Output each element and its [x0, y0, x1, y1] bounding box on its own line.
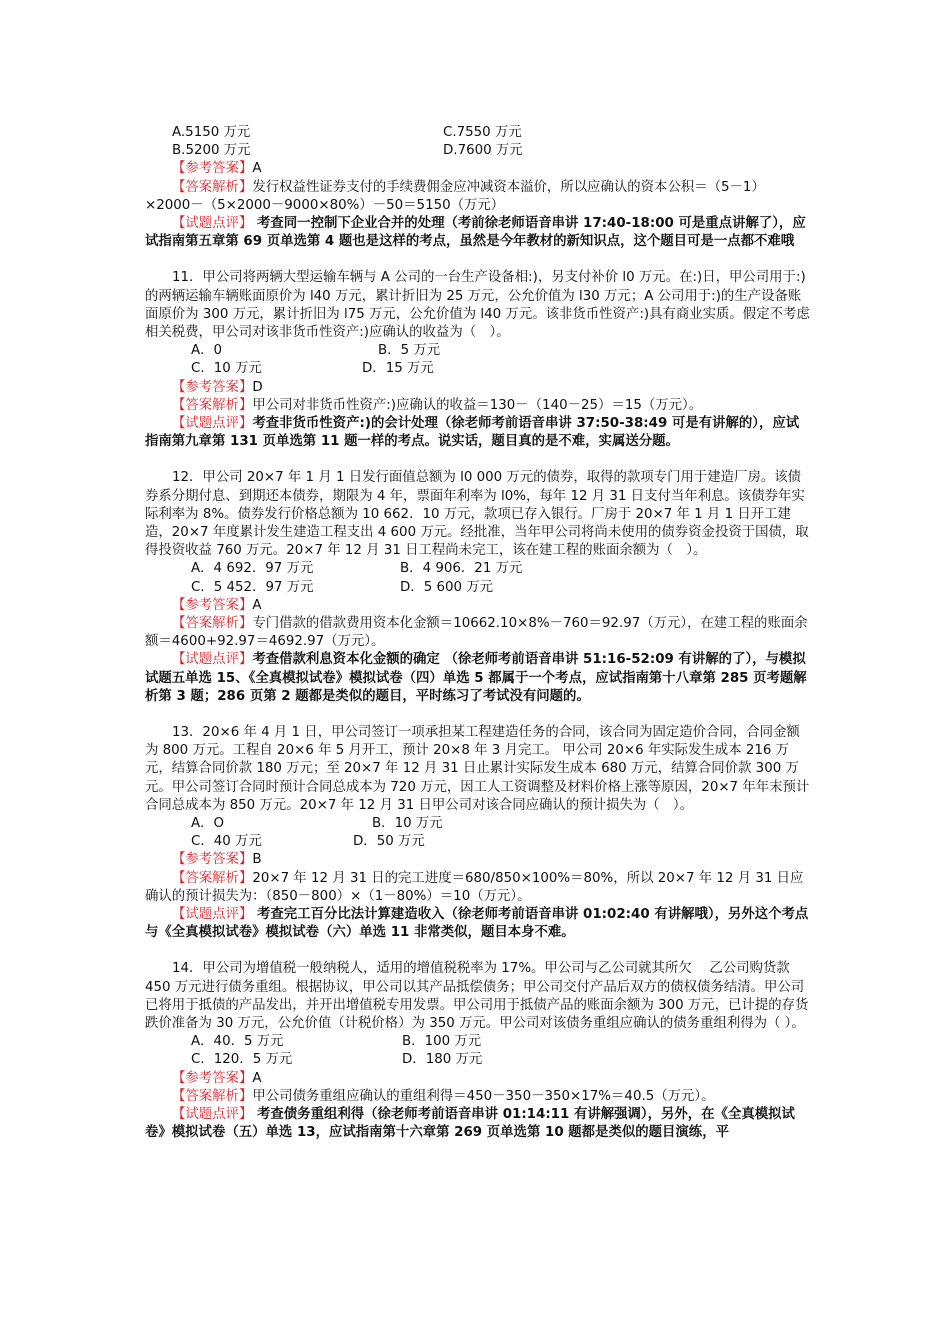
q13-answer — [145, 851, 810, 869]
q13-options-row-2 — [145, 833, 810, 851]
q10-options-row-1 — [145, 124, 810, 142]
q14-option-c: C．120．5 万元 — [191, 1052, 293, 1068]
q13-option-b: B．10 万元 — [372, 816, 443, 832]
q11-option-a: A．0 — [191, 343, 223, 359]
answer-value: D — [252, 379, 263, 395]
q13-stem: 13．20×6 年 4 月 1 日，甲公司签订一项承担某工程建造任务的合同，该合同为固定造价合同，合同金额为 800 万元。工程自 20×6 年 5 月开工，预计 20×8 年 3 月完工。 甲公司 20×6 年实际发生成本 216 万元，结算合同价款 180 万元；至 20×7 年 12 月 31 日止累计实际发生成本 680 万元，结算合同价款 300 万元。甲公司签订合同时预计合同总成本为 720 万元，因工人工资调整及材料价格上涨等原因，20×7 年年末预计合同总成本为 850 万元。20×7 年 12 月 31 日甲公司对该合同应确认的预计损失为（ ）。 — [145, 725, 810, 813]
analysis-text: 发行权益性证券支付的手续费佣金应冲减资本溢价，所以应确认的资本公积＝（5－1）×2000－（5×2000－9000×80%）－50＝5150（万元） — [145, 179, 765, 213]
comment-tag: 【试题点评】 — [172, 907, 253, 922]
answer-tag: 【参考答案】 — [172, 379, 253, 395]
q10-option-b: B.5200 万元 — [172, 143, 251, 159]
q12-options-row-2 — [145, 579, 810, 597]
q12-stem: 12．甲公司 20×7 年 1 月 1 日发行面值总额为 l0 000 万元的债券，取得的款项专门用于建造厂房。该债券系分期付息、到期还本债券，期限为 4 年，票面年利率为 l0%，每年 12 月 31 日支付当年利息。该债券年实际利率为 8%。债券发行价格总额为 10 662．10 万元，款项已存入银行。厂房于 20×7 年 1 月 1 日开工建造，20×7 年度累计发生建造工程支出 4 600 万元。经批准，当年甲公司将尚未使用的债券资金投资于国债，取得投资收益 760 万元。20×7 年 12 月 31 日工程尚未完工，该在建工程的账面余额为（ ）。 — [145, 470, 809, 559]
spacer — [145, 451, 810, 469]
spacer — [145, 251, 810, 269]
answer-value: A — [252, 1070, 262, 1086]
q11-answer — [145, 379, 810, 397]
q10-answer — [145, 160, 810, 178]
q14-comment — [145, 1106, 810, 1142]
q10-options-row-2 — [145, 142, 810, 160]
answer-tag: 【参考答案】 — [172, 597, 253, 613]
q13-option-a: A．O — [191, 816, 225, 832]
q10-option-c: C.7550 万元 — [443, 125, 522, 140]
comment-tag: 【试题点评】 — [172, 215, 253, 231]
q12-comment — [145, 651, 810, 706]
analysis-text: 甲公司对非货币性资产:)应确认的收益＝130－（140－25）＝15（万元）。 — [252, 397, 703, 413]
comment-text: 考查非货币性资产:)的会计处理（徐老师考前语音串讲 37:50-38:49 可是有讲解的），应试指南第九章第 131 页单选第 11 题一样的考点。说实话，题目真的是不难，实属送分题。 — [145, 415, 800, 450]
q11-stem: 11．甲公司将两辆大型运输车辆与 A 公司的一台生产设备相:)，另支付补价 l0 万元。在:)日，甲公司用于:)的两辆运输车辆账面原价为 l40 万元，累计折旧为 25 万元，公允价值为 l30 万元；A 公司用于:)的生产设备账面原价为 300 万元，累计折旧为 l75 万元，公允价值为 l40 万元。该非货币性资产:)具有商业实质。假定不考虑相关税费，甲公司对该非货币性资产:)应确认的收益为（ ）。 — [145, 270, 810, 340]
analysis-text: 专门借款的借款费用资本化金额＝10662.10×8%－760＝92.97（万元），在建工程的账面余额＝4600+92.97＝4692.97（万元）。 — [145, 615, 808, 650]
q14-options-row-1 — [145, 1033, 810, 1051]
q11-options-row-1 — [145, 342, 810, 360]
q12-option-d: D．5 600 万元 — [400, 579, 494, 595]
q14-option-a: A．40．5 万元 — [191, 1034, 284, 1050]
analysis-tag: 【答案解析】 — [172, 870, 253, 886]
q14-option-b: B．100 万元 — [402, 1034, 482, 1050]
page-content — [145, 124, 810, 1142]
q10-comment — [145, 215, 810, 251]
analysis-tag: 【答案解析】 — [172, 615, 253, 631]
q14-option-d: D．180 万元 — [402, 1052, 483, 1068]
answer-value: B — [252, 852, 262, 868]
comment-tag: 【试题点评】 — [172, 1107, 253, 1122]
q11-option-d: D．15 万元 — [362, 361, 434, 377]
comment-text: 考查债务重组利得（徐老师考前语音串讲 01:14:11 有讲解强调），另外，在《全真模拟试卷》模拟试卷（五）单选 13，应试指南第十六章第 269 页单选第 10 题都是类似的题目演练，平 — [145, 1107, 795, 1141]
analysis-tag: 【答案解析】 — [172, 397, 253, 413]
analysis-text: 甲公司债务重组应确认的重组利得＝450－350－350×17%＝40.5（万元）。 — [252, 1088, 715, 1104]
q13-option-c: C．40 万元 — [191, 834, 262, 850]
q14-answer — [145, 1070, 810, 1088]
q10-analysis — [145, 179, 810, 215]
q13-option-d: D．50 万元 — [353, 834, 425, 850]
answer-tag: 【参考答案】 — [172, 852, 253, 868]
q10-option-d: D.7600 万元 — [443, 143, 523, 159]
comment-tag: 【试题点评】 — [172, 652, 253, 668]
q13-options-row-1 — [145, 815, 810, 833]
q10-option-a: A.5150 万元 — [172, 125, 251, 140]
q12-analysis — [145, 615, 810, 651]
analysis-tag: 【答案解析】 — [172, 179, 253, 195]
answer-value: A — [252, 161, 262, 177]
comment-tag: 【试题点评】 — [172, 415, 253, 431]
answer-tag: 【参考答案】 — [172, 161, 253, 177]
q12-option-a: A．4 692．97 万元 — [191, 561, 314, 577]
q13-comment — [145, 906, 810, 942]
q12-option-b: B．4 906．21 万元 — [400, 561, 523, 577]
answer-tag: 【参考答案】 — [172, 1070, 253, 1086]
q11-analysis — [145, 397, 810, 415]
q11-options-row-2 — [145, 360, 810, 378]
q12-options-row-1 — [145, 560, 810, 578]
q11-comment — [145, 415, 810, 451]
comment-text: 考查借款利息资本化金额的确定 （徐老师考前语音串讲 51:16-52:09 有讲解的了），与模拟试题五单选 15、《全真模拟试卷》模拟试卷（四）单选 5 都属于一个考点，应试指南第十八章第 285 页考题解析第 3 题；286 页第 2 题都是类似的题目，平时练习了考试没有问题的。 — [145, 652, 807, 704]
q13-analysis — [145, 870, 810, 906]
q11-option-b: B．5 万元 — [378, 343, 441, 359]
comment-text: 考查完工百分比法计算建造收入（徐老师考前语音串讲 01:02:40 有讲解哦），另外这个考点与《全真模拟试卷》模拟试卷（六）单选 11 非常类似，题目本身不难。 — [145, 907, 809, 941]
spacer — [145, 706, 810, 724]
answer-value: A — [252, 597, 262, 613]
q14-stem: 14．甲公司为增值税一般纳税人，适用的增值税税率为 17%。甲公司与乙公司就其所欠 乙公司购货款 450 万元进行债务重组。根据协议，甲公司以其产品抵偿债务；甲公司交付产品后双方的债权债务结清。甲公司已将用于抵债的产品发出，并开出增值税专用发票。甲公司用于抵债产品的账面余额为 300 万元，已计提的存货跌价准备为 30 万元，公允价值（计税价格）为 350 万元。甲公司对该债务重组应确认的债务重组利得为（ ）。 — [145, 961, 809, 1032]
q11-option-c: C．10 万元 — [191, 361, 262, 377]
q14-analysis — [145, 1088, 810, 1106]
comment-text: 考查同一控制下企业合并的处理（考前徐老师语音串讲 17:40-18:00 可是重点讲解了），应试指南第五章第 69 页单选第 4 题也是这样的考点，虽然是今年教材的新知识点，这个题目可是一点都不难哦 — [145, 215, 806, 250]
analysis-tag: 【答案解析】 — [172, 1088, 253, 1104]
q14-options-row-2 — [145, 1051, 810, 1069]
analysis-text: 20×7 年 12 月 31 日的完工进度＝680/850×100%＝80%，所以 20×7 年 12 月 31 日应确认的预计损失为：（850－800）×（1－80%）＝10（万元）。 — [145, 870, 804, 904]
spacer — [145, 942, 810, 960]
q12-option-c: C．5 452．97 万元 — [191, 579, 314, 595]
q12-answer — [145, 597, 810, 615]
